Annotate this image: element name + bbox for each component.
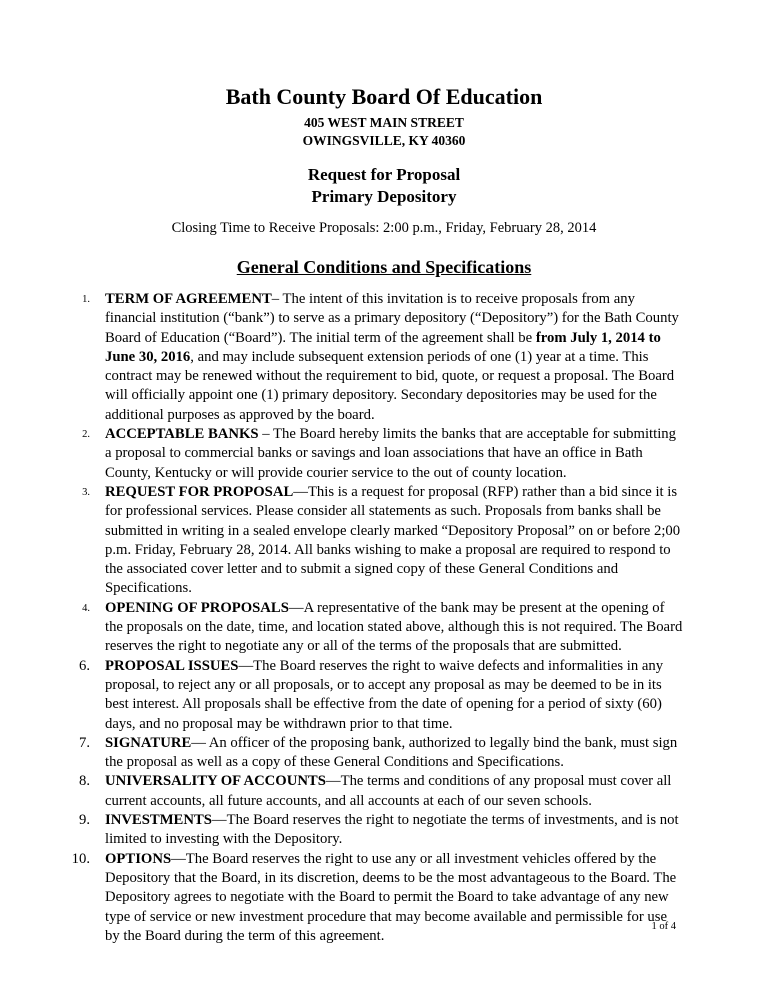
item-number: 2. [82,429,90,441]
conditions-list [71,290,685,946]
page-number: 1 of 4 [651,921,676,932]
list-item [78,657,685,734]
item-title: OPTIONS [105,850,172,867]
list-item [71,850,685,946]
list-item [82,599,685,657]
item-title: REQUEST FOR PROPOSAL [105,483,294,500]
section-title-text: General Conditions and Specifications [236,257,532,277]
item-number: 1. [82,294,90,305]
item-text: — An officer of the proposing bank, authorized to legally bind the bank, must sign the proposal as well as a copy of these General Conditions and Specifications. [105,734,678,771]
item-number: 6. [78,657,90,674]
item-term-dates: from July 1, 2014 to June 30, 2016 [105,329,661,365]
item-number: 8. [78,773,90,790]
item-number: 4. [82,602,90,614]
item-text: —The Board reserves the right to use any or all investment vehicles offered by the Depository that the Board, in its discretion, deems to be the most advantageous to the Board. The Depository agrees to negotiate with the Board to permit the Board to take advantage of any new type of service or new investment procedure that may become available and permissible for use by the Board during the term of this agreement. [105,850,677,944]
item-title: TERM OF AGREEMENT [105,291,272,307]
item-title: PROPOSAL ISSUES [105,657,239,674]
list-item [82,483,685,599]
item-text: —The terms and conditions of any proposal must cover all current accounts, all future accounts, and all accounts at each of our seven schools. [105,773,672,809]
item-title: OPENING OF PROPOSALS [105,599,289,616]
item-title: SIGNATURE [105,734,192,751]
document-title: Bath County Board Of Education [225,84,543,109]
list-item [78,811,685,850]
address-street: 405 WEST MAIN STREET [304,115,464,130]
list-item [82,425,685,483]
item-text: – The Board hereby limits the banks that are acceptable for submitting a proposal to commercial banks or savings and loan associations that have an office in Bath County, Kentucky or will provide courier service to the out of county location. [105,426,676,481]
item-text: – The intent of this invitation is to receive proposals from any financial institution (“bank”) to serve as a primary depository (“Depository”) for the Bath County Board of Education (“Board”). The initial term of the agreement shall be [105,291,679,346]
list-item [78,734,685,773]
item-number: 9. [78,812,90,829]
item-text: —A representative of the bank may be present at the opening of the proposals on the date, time, and location stated above, although this is not required. The Board reserves the right to negotiate any or all of the terms of the proposals that are submitted. [105,599,683,655]
item-title: INVESTMENTS [105,812,212,829]
item-number: 3. [82,486,90,498]
item-text: —The Board reserves the right to waive defects and informalities in any proposal, to reject any or all proposals, or to accept any proposal as may be deemed to be in its best interest. All proposals shall be effective from the date of opening for a period of sixty (60) days, and no proposal may be withdrawn prior to that time. [105,657,664,732]
list-item [82,290,685,425]
rfp-heading: Request for Proposal [307,165,461,184]
item-title: ACCEPTABLE BANKS [105,426,259,443]
list-item [78,772,685,811]
item-number: 7. [78,734,90,751]
item-title: UNIVERSALITY OF ACCOUNTS [105,773,326,790]
item-text: —This is a request for proposal (RFP) rather than a bid since it is for professional services. Please consider all statements as such. Proposals from banks shall be submitted in writing in a sealed envelope clearly marked “Depository Proposal” on or before 2;00 p.m. Friday, February 28, 2014. All banks wishing to make a proposal are required to respond to the associated cover letter and to submit a signed copy of these General Conditions and Specifications. [105,483,681,597]
rfp-subheading: Primary Depository [311,187,457,206]
item-number: 10. [71,850,90,867]
closing-time: Closing Time to Receive Proposals: 2:00 p.m., Friday, February 28, 2014 [171,220,597,236]
item-text-cont: , and may include subsequent extension periods of one (1) year at a time. This contract may be renewed without the requirement to bid, quote, or request a proposal. The Board will officially appoint one (1) primary depository. Secondary depositories may be used for the additional purposes as approved by the board. [105,348,675,423]
item-text: —The Board reserves the right to negotiate the terms of investments, and is not limited to investing with the Depository. [105,812,679,848]
address-city: OWINGSVILLE, KY 40360 [302,133,466,148]
section-title [0,256,768,278]
